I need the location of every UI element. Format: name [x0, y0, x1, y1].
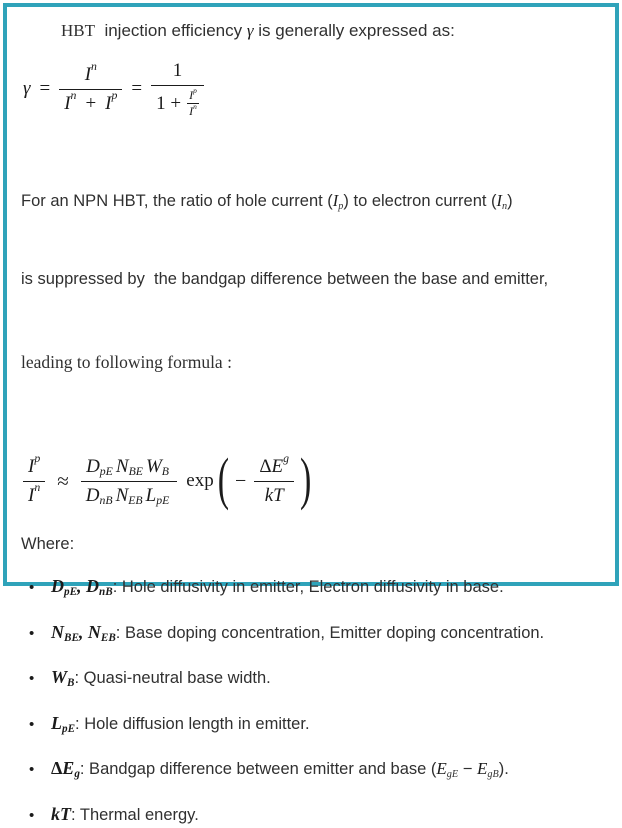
one-plus: 1 +	[156, 92, 182, 114]
bullet-description: : Hole diffusivity in emitter, Electron diffusivity in base.	[112, 578, 504, 596]
var-I: I	[496, 191, 503, 210]
bullet-dot: •	[29, 670, 35, 687]
exp-operator: exp	[186, 470, 214, 491]
paragraph-line-1: For an NPN HBT, the ratio of hole current (Ip) to electron current (In)	[21, 191, 513, 212]
plus-sign: +	[85, 92, 97, 114]
var-I: I	[189, 103, 194, 118]
var-I: I	[332, 191, 339, 210]
bullet-dot: •	[29, 579, 35, 596]
var-I: I	[84, 63, 92, 85]
title-hbt: HBT	[61, 21, 95, 40]
var-L: L	[145, 484, 157, 506]
list-item-base-width	[21, 665, 603, 691]
bullet-description: : Quasi-neutral base width.	[74, 669, 271, 687]
var-N: N	[115, 484, 129, 506]
list-item-thermal-energy	[21, 802, 603, 828]
bullet-description: : Thermal energy.	[71, 805, 199, 824]
var-I: I	[64, 92, 71, 114]
left-paren: (	[217, 448, 230, 512]
fraction-In-over-sum: I n I n + I p	[59, 64, 122, 115]
paragraph-line-3: leading to following formula :	[21, 352, 232, 372]
bullet-description-end: ).	[498, 760, 509, 778]
var-D: D	[86, 576, 100, 596]
equals-sign: =	[39, 78, 51, 99]
var-W: W	[51, 667, 68, 687]
minus-sign: −	[235, 469, 247, 492]
sub-gB: gB	[487, 768, 499, 780]
right-paren: )	[300, 448, 312, 512]
sub-n: n	[502, 200, 508, 212]
body-paragraph	[21, 136, 603, 427]
bullet-description: : Base doping concentration, Emitter doping concentration.	[115, 623, 545, 642]
fraction-bar	[254, 481, 294, 482]
sub-BE: BE	[64, 631, 79, 644]
sub-pE: pE	[62, 722, 76, 735]
bullet-description: : Bandgap difference between emitter and base (	[79, 760, 437, 778]
approx-sign: ≈	[57, 468, 69, 493]
var-I: I	[28, 455, 35, 477]
number-one: 1	[172, 59, 183, 81]
var-I: I	[28, 484, 35, 506]
list-item-doping	[21, 620, 603, 646]
delta-symbol: Δ	[51, 758, 63, 778]
fraction-bar	[81, 481, 178, 482]
sub-pE: pE	[99, 464, 113, 478]
sub-EB: EB	[128, 493, 143, 507]
list-item-bandgap	[21, 756, 603, 782]
title-tail: is generally expressed as:	[253, 21, 455, 40]
bordered-card	[3, 3, 619, 824]
equals-sign: =	[131, 78, 143, 99]
ratio-formula	[23, 443, 603, 519]
symbol-glossary	[21, 574, 603, 828]
sub-BE: BE	[128, 464, 143, 478]
fraction-diffusion-terms	[81, 456, 178, 507]
var-N: N	[115, 455, 129, 477]
gamma-symbol: γ	[23, 78, 31, 99]
small-fraction-Ip-over-In: I p I n	[189, 85, 197, 118]
gamma-formula	[23, 55, 603, 123]
bullet-dot: •	[29, 715, 35, 733]
var-D: D	[51, 576, 64, 596]
var-E: E	[476, 759, 488, 778]
sub-gE: gE	[446, 768, 459, 780]
sub-EB: EB	[100, 631, 116, 644]
var-I: I	[105, 92, 112, 114]
sub-nB: nB	[99, 586, 113, 599]
var-D: D	[85, 484, 100, 506]
list-item-diffusion-length	[21, 711, 603, 737]
comma: ,	[77, 576, 87, 596]
sub-p: p	[338, 200, 344, 212]
sub-pE: pE	[156, 493, 170, 507]
sub-g: g	[74, 768, 80, 781]
fraction-one-over-sum	[151, 60, 204, 118]
fraction-bandgap-over-kT: Δ E g kT	[254, 456, 294, 507]
var-W: W	[145, 455, 162, 477]
paragraph-line-2: is suppressed by the bandgap difference between the base and emitter,	[21, 270, 549, 288]
sub-pE: pE	[64, 586, 78, 599]
sub-nB: nB	[99, 493, 113, 507]
var-E: E	[62, 758, 75, 778]
var-kT: kT	[264, 484, 284, 506]
var-N: N	[87, 621, 101, 642]
bullet-description: : Hole diffusion length in emitter.	[75, 714, 310, 733]
bullet-dot: •	[29, 806, 35, 824]
comma: ,	[78, 621, 88, 642]
fraction-Ip-over-In: I p I n	[23, 456, 45, 507]
var-L: L	[51, 712, 62, 733]
minus-sign: −	[458, 760, 477, 778]
sub-B: B	[161, 464, 169, 478]
var-I: I	[189, 87, 194, 102]
var-kT: kT	[51, 803, 71, 824]
var-E: E	[271, 455, 284, 477]
delta-symbol: Δ	[259, 455, 272, 477]
var-E: E	[436, 759, 447, 778]
page-title	[61, 21, 603, 41]
title-gamma-symbol: γ	[246, 21, 254, 40]
bullet-dot: •	[29, 624, 35, 642]
bullet-dot: •	[29, 761, 35, 778]
title-mid: injection efficiency	[95, 21, 247, 40]
var-N: N	[51, 621, 64, 642]
sub-B: B	[67, 677, 75, 690]
var-D: D	[86, 455, 100, 477]
where-label: Where:	[21, 535, 75, 553]
list-item-diffusivity	[21, 574, 603, 600]
